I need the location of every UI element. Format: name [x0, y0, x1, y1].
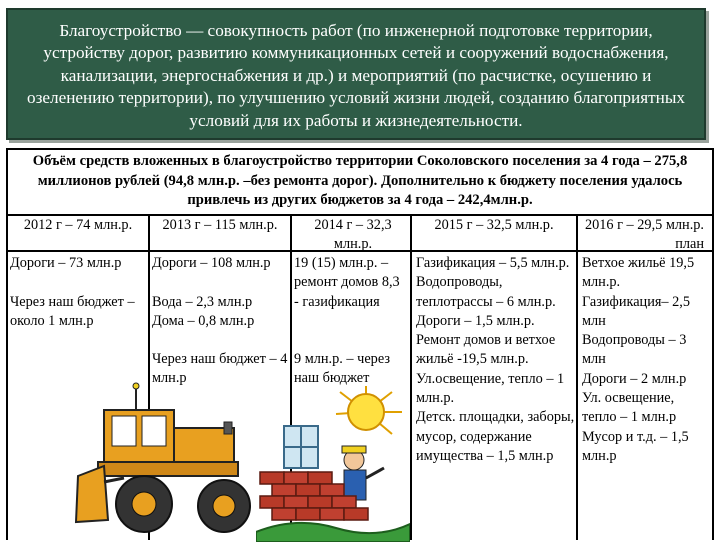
list-item: Ремонт домов и ветхое жильё -19,5 млн.р.	[416, 332, 556, 368]
list-item: Детск. площадки, заборы, мусор, содержание имущества – 1,5 млн.р	[416, 409, 575, 464]
year-2015: 2015 г – 32,5 млн.р.	[434, 217, 554, 233]
col1-roads: Дороги – 73 млн.р	[10, 255, 122, 271]
col2-houses: Дома – 0,8 млн.р	[152, 313, 255, 329]
col5-list	[582, 254, 712, 466]
year-2012: 2012 г – 74 млн.р.	[23, 217, 133, 233]
list-item: Ветхое жильё 19,5 млн.р.	[582, 255, 695, 291]
list-item: Водопроводы, теплотрассы – 6 млн.р.	[416, 274, 556, 310]
col4-list	[416, 254, 576, 466]
col3-budget: 9 млн.р. – через наш бюджет	[294, 351, 391, 387]
year-2013: 2013 г – 115 млн.р.	[162, 217, 278, 233]
col2-budget: Через наш бюджет – 4 млн.р	[152, 351, 288, 387]
column-divider	[410, 214, 412, 540]
banner-text: Благоустройство — совокупность работ (по инженерной подготовке территории, устройству дорог, развитию коммуникационных сетей и сооружений водоснабжения, канализации, энергоснабжения и др.) и мероприятий (по расчистке, осушению и озеленению территории), по улучшению условий жизни людей, созданию благоприятных условий для их работы и жизнедеятельности.	[27, 21, 685, 130]
definition-banner	[6, 8, 706, 140]
builder-with-sun-illustration	[256, 382, 410, 542]
col3-repair-gas: 19 (15) млн.р. – ремонт домов 8,3 - газификация	[294, 255, 400, 310]
bulldozer-illustration	[74, 382, 274, 542]
list-item: Газификация– 2,5 млн	[582, 293, 691, 329]
table-intro: Объём средств вложенных в благоустройство территории Соколовского поселения за 4 года – 275,8 миллионов рублей (94,8 млн.р. –без ремонта дорог). Дополнительно к бюджету поселения удалось привлечь из других бюджетов за 4 года – 242,4млн.р.	[32, 153, 688, 209]
list-item: Мусор и т.д. – 1,5 млн.р	[582, 428, 689, 464]
list-item: Газификация – 5,5 млн.р.	[416, 255, 570, 271]
col2-roads: Дороги – 108 млн.р	[152, 255, 271, 271]
list-item: Дороги – 2 млн.р	[582, 370, 687, 387]
year-2014: 2014 г – 32,3 млн.р.	[314, 217, 392, 253]
budget-table	[6, 148, 714, 540]
list-item: Ул.освещение, тепло – 1 млн.р.	[416, 370, 565, 407]
column-divider	[576, 214, 578, 540]
col2-water: Вода – 2,3 млн.р	[152, 294, 253, 310]
year-2016: 2016 г – 29,5 млн.р. план	[584, 217, 704, 253]
col1-budget: Через наш бюджет – около 1 млн.р	[10, 294, 135, 330]
list-item: Дороги – 1,5 млн.р.	[416, 312, 535, 329]
list-item: Ул. освещение, тепло – 1 млн.р	[582, 390, 677, 426]
list-item: Водопроводы – 3 млн	[582, 332, 687, 368]
